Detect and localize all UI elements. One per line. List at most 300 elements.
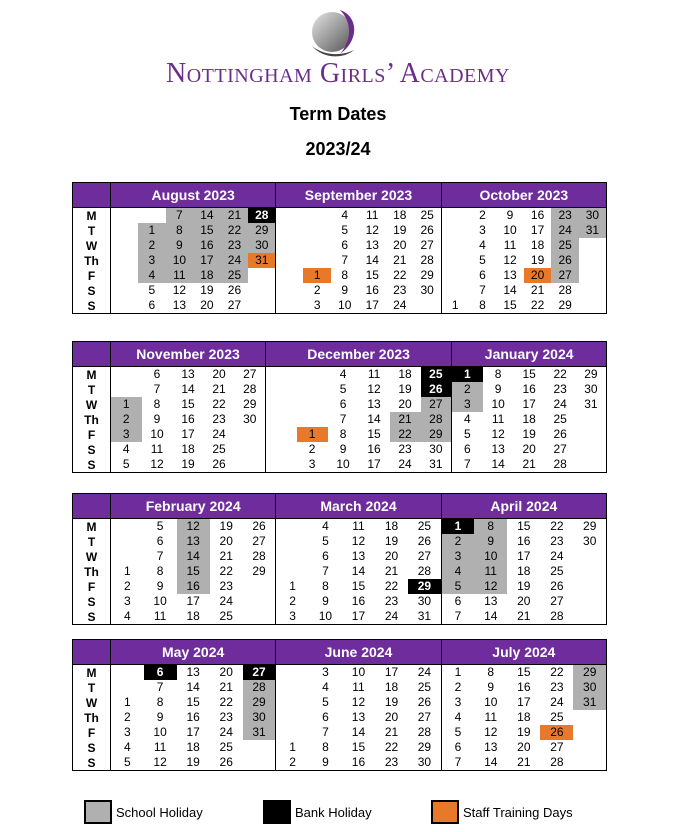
header-corner [73,640,111,665]
date-cell [579,238,607,253]
date-cell: 9 [487,680,495,694]
date-cell: 13 [484,594,498,608]
date-cell: 1 [111,397,142,412]
date-cell: 15 [367,427,381,441]
date-cell: 2 [276,594,309,609]
date-cell [243,740,276,755]
date-cell: 21 [514,457,545,473]
week-day-row [73,367,607,383]
date-cell: 14 [474,609,507,625]
date-cell [266,382,297,397]
date-cell: 27 [414,238,442,253]
date-cell: 17 [193,253,221,268]
date-cell [276,223,304,238]
date-cell: 16 [186,710,200,724]
date-cell: 27 [551,268,579,283]
date-cell: 14 [181,382,195,396]
date-cell: 11 [484,710,497,724]
date-cell: 15 [193,223,221,238]
date-cell [441,223,469,238]
date-cell [276,519,309,535]
date-cell: 23 [375,755,408,771]
date-cell: 24 [408,665,441,681]
week-day-row [73,740,607,755]
date-cell: 30 [408,594,441,609]
date-cell [579,283,607,298]
date-cell: 6 [322,710,329,724]
date-cell: 7 [339,412,347,426]
date-cell [235,457,266,473]
date-cell [111,665,144,681]
date-cell: 7 [341,253,349,267]
date-cell: 8 [322,740,329,754]
date-cell [276,268,304,283]
month-title: November 2023 [111,342,266,367]
date-cell: 5 [148,283,156,297]
date-cell: 1 [452,367,483,383]
date-cell: 9 [309,755,342,771]
date-cell: 16 [517,534,531,548]
date-cell: 15 [177,564,210,579]
date-cell: 26 [227,283,242,297]
date-cell: 9 [156,710,164,724]
date-cell: 22 [384,740,399,754]
date-cell: 18 [393,208,407,222]
date-cell: 15 [181,397,195,411]
week-day-row [73,442,607,457]
day-label: S [73,298,111,314]
date-cell: 20 [193,298,221,314]
date-cell: 20 [219,534,233,548]
date-cell: 23 [551,208,579,224]
week-day-row [73,579,607,594]
date-cell: 20 [522,442,536,456]
date-cell: 8 [156,695,164,709]
week-day-row [73,549,607,564]
date-cell: 10 [150,427,164,441]
day-label: S [73,442,111,457]
date-cell: 15 [522,367,536,381]
date-cell: 26 [414,223,442,238]
date-cell: 29 [551,298,579,314]
date-cell: 22 [550,665,564,679]
date-cell: 4 [339,367,347,381]
date-cell [243,594,276,609]
date-cell: 19 [219,519,233,533]
date-cell: 12 [503,253,517,267]
date-cell [276,680,309,695]
date-cell: 19 [522,427,536,441]
date-cell: 25 [550,564,564,578]
date-cell: 4 [111,740,144,755]
date-cell: 12 [484,725,498,739]
day-label: S [73,740,111,755]
date-cell: 29 [235,397,266,412]
school-holiday-swatch-icon [84,800,112,824]
day-label: M [73,367,111,383]
date-cell: 24 [390,457,421,473]
date-cell: 12 [351,534,366,548]
date-cell: 6 [441,594,474,609]
month-title: July 2024 [441,640,606,665]
date-cell [111,223,139,238]
date-cell: 6 [144,665,177,681]
date-cell [297,382,328,397]
date-cell: 8 [494,367,502,381]
date-cell: 1 [441,519,474,535]
day-label: Th [73,710,111,725]
date-cell: 17 [181,427,195,441]
date-cell: 9 [506,208,514,222]
calendar-table [72,341,607,473]
week-day-row [73,680,607,695]
date-cell: 2 [441,680,474,695]
date-cell: 6 [452,442,483,457]
date-cell: 16 [365,283,379,297]
date-cell: 26 [408,695,441,710]
date-cell: 14 [351,564,366,578]
date-cell: 10 [166,253,194,268]
date-cell: 13 [351,549,366,563]
month-title: September 2023 [276,183,441,208]
date-cell: 19 [384,695,399,709]
date-cell: 4 [479,238,486,252]
date-cell: 4 [441,564,474,579]
week-day-row [73,382,607,397]
date-cell: 19 [517,579,531,593]
date-cell: 17 [517,695,531,709]
date-cell: 16 [522,382,536,396]
date-cell: 1 [276,740,309,755]
date-cell: 20 [398,397,412,411]
date-cell: 27 [553,442,567,456]
date-cell: 25 [551,238,579,253]
date-cell: 29 [408,579,441,594]
date-cell [248,298,276,314]
date-cell [276,665,309,681]
date-cell [303,253,331,268]
date-cell: 25 [550,710,564,724]
date-cell: 7 [441,609,474,625]
date-cell: 4 [111,609,144,625]
date-cell: 20 [384,710,399,724]
date-cell: 27 [243,534,276,549]
day-label: F [73,579,111,594]
date-cell: 5 [441,579,474,594]
date-cell [573,579,606,594]
date-cell: 29 [576,367,607,383]
date-cell: 29 [408,740,441,755]
date-cell: 2 [452,382,483,397]
date-cell: 9 [322,594,329,608]
date-cell: 4 [322,680,329,694]
date-cell: 14 [351,725,366,739]
date-cell: 17 [522,397,536,411]
date-cell: 12 [142,457,173,473]
day-label: T [73,680,111,695]
week-day-row [73,298,607,314]
date-cell: 11 [367,367,381,381]
date-cell: 3 [111,427,142,442]
date-cell: 27 [221,298,249,314]
date-cell: 6 [322,549,329,563]
date-cell: 5 [322,534,329,548]
date-cell: 17 [186,594,200,608]
date-cell [266,457,297,473]
date-cell: 10 [328,457,359,473]
date-cell: 10 [491,397,505,411]
date-cell: 21 [384,564,399,578]
calendar-table [72,493,607,625]
date-cell: 26 [204,457,235,473]
date-cell: 24 [219,594,233,608]
date-cell: 23 [219,579,233,593]
date-cell: 17 [384,665,399,679]
date-cell: 1 [303,268,331,283]
calendar-table [72,182,607,314]
date-cell: 16 [351,594,366,608]
date-cell [111,283,139,298]
date-cell: 3 [452,397,483,412]
date-cell: 3 [276,609,309,625]
date-cell: 10 [153,725,167,739]
date-cell [573,549,606,564]
date-cell: 9 [156,579,164,593]
date-cell [573,740,606,755]
date-cell: 5 [322,695,329,709]
date-cell: 10 [351,665,366,679]
date-cell: 28 [540,755,573,771]
date-cell: 5 [156,519,164,533]
date-cell: 2 [111,710,144,725]
date-cell: 2 [308,442,316,456]
date-cell: 28 [408,564,441,579]
week-day-row [73,594,607,609]
date-cell: 26 [210,755,243,771]
calendar-section [72,493,606,625]
date-cell: 28 [408,725,441,740]
date-cell: 8 [487,665,495,679]
legend [0,798,676,828]
date-cell [111,253,139,268]
date-cell: 28 [243,549,276,564]
date-cell: 20 [393,238,407,252]
date-cell: 30 [414,283,442,298]
academy-logo-icon [306,6,364,60]
date-cell: 13 [503,268,517,282]
date-cell: 11 [366,208,379,222]
date-cell: 11 [491,412,505,426]
date-cell: 15 [517,665,531,679]
date-cell [266,427,297,442]
date-cell: 1 [111,564,144,579]
date-cell: 4 [452,412,483,427]
header [0,0,676,170]
date-cell: 8 [156,564,164,578]
date-cell: 15 [496,298,524,314]
week-day-row [73,223,607,238]
date-cell: 5 [479,253,486,267]
date-cell: 21 [390,412,421,427]
date-cell: 23 [550,680,564,694]
date-cell: 13 [351,710,366,724]
date-cell: 22 [550,519,564,533]
date-cell: 11 [166,268,194,283]
date-cell [441,268,469,283]
legend-item-staff-training [431,798,573,826]
date-cell: 22 [384,579,399,593]
day-label: Th [73,412,111,427]
week-day-row [73,457,607,473]
date-cell: 17 [342,609,375,625]
week-day-row [73,253,607,268]
date-cell: 1 [441,298,469,314]
date-cell [276,534,309,549]
date-cell: 5 [111,457,142,473]
month-title: April 2024 [441,494,606,519]
date-cell: 22 [393,268,407,282]
date-cell: 26 [540,725,573,740]
date-cell: 12 [474,579,507,594]
date-cell: 13 [491,442,505,456]
date-cell: 26 [550,579,564,593]
date-cell: 24 [551,223,579,238]
date-cell: 26 [421,382,452,397]
date-cell: 14 [503,283,517,297]
date-cell: 18 [530,238,545,252]
date-cell [111,298,139,314]
legend-label: Bank Holiday [295,804,372,820]
date-cell: 28 [545,457,576,473]
date-cell: 14 [193,208,221,224]
day-label: M [73,208,111,224]
date-cell: 24 [550,549,564,563]
date-cell: 7 [322,564,329,578]
date-cell: 6 [339,397,347,411]
date-cell: 22 [212,397,226,411]
date-cell: 7 [452,457,483,473]
date-cell: 9 [153,412,161,426]
page-title: Term Dates [289,104,387,124]
date-cell: 26 [551,253,579,268]
date-cell: 25 [219,740,233,754]
date-cell [573,609,606,625]
date-cell: 19 [200,283,214,297]
date-cell: 18 [181,442,195,456]
date-cell [243,755,276,771]
date-cell [266,412,297,427]
date-cell: 22 [221,223,249,238]
date-cell: 24 [550,695,564,709]
date-cell: 24 [553,397,567,411]
header-corner [73,494,111,519]
date-cell: 12 [367,382,381,396]
date-cell [576,442,607,457]
date-cell: 30 [576,382,607,397]
date-cell: 30 [579,208,607,224]
date-cell [573,755,606,771]
day-label: M [73,665,111,681]
date-cell: 26 [243,519,276,535]
date-cell: 13 [166,298,194,314]
date-cell: 12 [491,427,505,441]
date-cell [248,283,276,298]
date-cell: 23 [398,442,412,456]
date-cell: 12 [172,283,187,297]
date-cell: 23 [219,710,233,724]
date-cell: 24 [212,427,226,441]
week-day-row [73,609,607,625]
date-cell: 26 [553,427,567,441]
date-cell: 1 [138,223,166,238]
date-cell: 13 [367,397,381,411]
date-cell [576,457,607,473]
date-cell [303,238,331,253]
date-cell: 16 [530,208,545,222]
date-cell: 1 [441,665,474,681]
date-cell: 16 [193,238,221,253]
month-title: March 2024 [276,494,441,519]
date-cell: 4 [111,442,142,457]
date-cell: 21 [219,680,233,694]
date-cell: 20 [212,367,226,381]
academic-year: 2023/24 [305,139,371,159]
date-cell [111,519,144,535]
date-cell: 25 [408,680,441,695]
date-cell: 22 [219,564,233,578]
date-cell: 24 [386,298,414,314]
date-cell: 6 [156,534,164,548]
date-cell: 30 [243,710,276,725]
date-cell: 11 [144,609,177,625]
date-cell: 3 [111,594,144,609]
date-cell: 12 [365,223,379,237]
date-cell: 13 [365,238,379,252]
date-cell: 14 [483,457,514,473]
date-cell: 17 [359,457,390,473]
date-cell [243,579,276,594]
date-cell: 20 [517,594,531,608]
date-cell: 10 [474,549,507,564]
week-day-row [73,412,607,427]
day-label: Th [73,564,111,579]
date-cell: 30 [573,534,606,549]
date-cell: 18 [186,740,200,754]
week-day-row [73,519,607,535]
date-cell: 16 [367,442,381,456]
date-cell: 4 [441,710,474,725]
date-cell [266,367,297,383]
date-cell [235,442,266,457]
date-cell: 27 [243,665,276,681]
week-day-row [73,534,607,549]
date-cell: 7 [322,725,329,739]
date-cell: 5 [111,755,144,771]
day-label: F [73,427,111,442]
date-cell: 5 [441,725,474,740]
date-cell [441,208,469,224]
date-cell: 2 [138,238,166,253]
day-label: S [73,594,111,609]
date-cell: 28 [248,208,276,224]
date-cell: 18 [522,412,536,426]
date-cell: 9 [341,283,349,297]
legend-item-bank-holiday [263,798,372,826]
date-cell: 18 [517,710,531,724]
date-cell: 8 [339,427,347,441]
day-label: M [73,519,111,535]
date-cell [276,238,304,253]
